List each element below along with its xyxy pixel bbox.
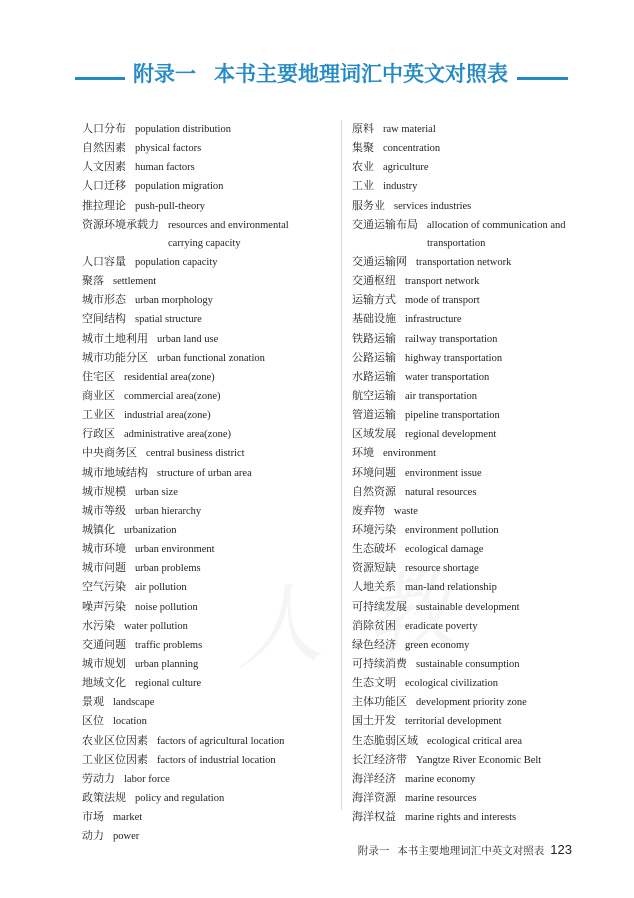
page-title [133,61,508,87]
glossary-entry [82,310,308,329]
english-term: urban land use [157,333,219,345]
english-term: ecological civilization [405,678,499,690]
glossary-entry [82,177,308,196]
glossary-entry [352,598,578,617]
glossary-entry [352,617,578,636]
english-term: allocation of communication and transportation [427,219,566,249]
glossary-entry [352,272,578,291]
english-term: environment pollution [405,524,499,536]
chinese-term: 住宅区 [82,370,115,383]
chinese-term: 城市形态 [82,294,126,307]
chinese-term: 可持续发展 [352,600,407,613]
chinese-term: 行政区 [82,428,115,441]
english-term: transport network [405,276,480,288]
chinese-term: 区域发展 [352,428,396,441]
english-term: traffic problems [135,639,203,651]
glossary-entry [352,483,578,502]
chinese-term: 人口迁移 [82,180,126,193]
glossary-entry [82,444,308,463]
chinese-term: 生态文明 [352,677,396,690]
glossary-entry [352,139,578,158]
english-term: man-land relationship [405,582,497,594]
english-term: urbanization [124,524,177,536]
chinese-term: 商业区 [82,389,115,402]
chinese-term: 聚落 [82,275,104,288]
english-term: air transportation [405,390,478,402]
chinese-term: 集聚 [352,142,374,155]
glossary-entry [82,674,308,693]
chinese-term: 交通问题 [82,638,126,651]
english-term: urban functional zonation [157,352,265,364]
chinese-term: 农业 [352,161,374,174]
glossary-entry [352,177,578,196]
glossary-entry [82,387,308,406]
chinese-term: 交通运输布局 [352,218,418,231]
glossary-entry [82,808,308,827]
chinese-term: 城市功能分区 [82,351,148,364]
chinese-term: 人文因素 [82,161,126,174]
chinese-term: 可持续消费 [352,657,407,670]
glossary-entry [352,732,578,751]
page-title-text: 本书主要地理词汇中英文对照表 [214,61,508,86]
english-term: population distribution [135,124,231,135]
english-term: population migration [135,181,224,193]
english-term: urban morphology [135,295,213,307]
chinese-term: 环境问题 [352,466,396,479]
glossary-entry [352,330,578,349]
glossary-entry [352,789,578,808]
glossary-entry [352,674,578,693]
chinese-term: 市场 [82,811,104,824]
glossary-entry [82,502,308,521]
glossary-entry [352,693,578,712]
chinese-term: 地域文化 [82,677,126,690]
english-term: marine resources [405,792,477,804]
english-term: administrative area(zone) [124,429,231,441]
chinese-term: 绿色经济 [352,638,396,651]
glossary-entry [82,197,308,216]
chinese-term: 消除贫困 [352,619,396,632]
glossary-entry [352,444,578,463]
glossary-entry [82,368,308,387]
english-term: spatial structure [135,314,202,326]
glossary-entry [82,655,308,674]
glossary-entry [352,368,578,387]
glossary-entry [82,559,308,578]
chinese-term: 城市环境 [82,543,126,556]
english-term: central business district [146,448,245,460]
english-term: development priority zone [416,697,527,709]
glossary-entry [82,732,308,751]
english-term: infrastructure [405,314,462,326]
chinese-term: 工业 [352,180,374,193]
english-term: environment issue [405,467,482,479]
english-term: residential area(zone) [124,371,215,383]
glossary-entry [352,502,578,521]
chinese-term: 人口分布 [82,123,126,135]
english-term: territorial development [405,716,502,728]
english-term: noise pollution [135,601,198,613]
chinese-term: 景观 [82,696,104,709]
footer-appendix-label: 附录一 [357,846,390,857]
english-term: physical factors [135,143,202,155]
english-term: mode of transport [405,295,480,307]
english-term: services industries [394,200,472,212]
english-term: sustainable development [416,601,520,613]
footer-title: 本书主要地理词汇中英文对照表 [397,846,545,857]
english-term: railway transportation [405,333,498,345]
english-term: highway transportation [405,352,503,364]
chinese-term: 水污染 [82,619,115,632]
chinese-term: 城市土地利用 [82,332,148,345]
glossary-entry [352,120,578,139]
glossary-entry [82,158,308,177]
glossary-entry [352,253,578,272]
english-term: urban hierarchy [135,505,202,517]
chinese-term: 政策法规 [82,791,126,804]
english-term: agriculture [383,162,429,174]
english-term: air pollution [135,582,187,594]
glossary-entry [82,770,308,789]
glossary-column-right [352,120,578,827]
chinese-term: 工业区位因素 [82,753,148,766]
column-divider [341,120,342,810]
english-term: concentration [383,143,441,155]
english-term: push-pull-theory [135,200,205,212]
english-term: location [113,716,147,728]
english-term: settlement [113,276,157,288]
chinese-term: 资源环境承载力 [82,218,159,231]
chinese-term: 环境 [352,447,374,460]
glossary-entry [352,540,578,559]
chinese-term: 海洋权益 [352,811,396,824]
chinese-term: 劳动力 [82,772,115,785]
english-term: factors of industrial location [157,754,276,766]
glossary-entry [82,253,308,272]
glossary-entry [82,521,308,540]
glossary-entry [82,751,308,770]
english-term: resource shortage [405,563,479,575]
english-term: waste [394,505,418,517]
glossary-entry [82,789,308,808]
english-term: Yangtze River Economic Belt [416,754,542,766]
glossary-entry [82,827,308,846]
glossary-entry [352,655,578,674]
english-term: human factors [135,162,195,174]
chinese-term: 城市规模 [82,485,126,498]
appendix-title-banner [75,61,568,87]
glossary-entry [82,712,308,731]
glossary-entry [82,540,308,559]
glossary-entry [352,216,578,253]
english-term: eradicate poverty [405,620,478,632]
chinese-term: 噪声污染 [82,600,126,613]
chinese-term: 中央商务区 [82,447,137,460]
title-rule-right [517,77,568,80]
english-term: marine economy [405,773,476,785]
english-term: factors of agricultural location [157,735,285,747]
chinese-term: 国土开发 [352,715,396,728]
chinese-term: 航空运输 [352,389,396,402]
chinese-term: 公路运输 [352,351,396,364]
english-term: urban environment [135,544,215,556]
chinese-term: 城市等级 [82,504,126,517]
glossary-entry [352,808,578,827]
glossary-column-left [82,120,308,846]
glossary-entry [82,272,308,291]
english-term: water transportation [405,371,490,383]
english-term: industry [383,181,418,193]
glossary-entry [352,406,578,425]
glossary-entry [82,598,308,617]
chinese-term: 空气污染 [82,581,126,594]
english-term: urban size [135,486,178,498]
english-term: marine rights and interests [405,812,517,824]
chinese-term: 运输方式 [352,294,396,307]
glossary-entry [82,464,308,483]
chinese-term: 海洋资源 [352,791,396,804]
english-term: environment [383,448,437,460]
english-term: ecological critical area [427,735,523,747]
english-term: power [113,831,140,843]
chinese-term: 自然因素 [82,142,126,155]
glossary-entry [352,387,578,406]
glossary-entry [82,578,308,597]
english-term: regional culture [135,678,202,690]
chinese-term: 区位 [82,715,104,728]
glossary-entry [352,197,578,216]
glossary-entry [352,291,578,310]
chinese-term: 农业区位因素 [82,734,148,747]
chinese-term: 环境污染 [352,523,396,536]
chinese-term: 废弃物 [352,504,385,517]
english-term: sustainable consumption [416,658,520,670]
glossary-entry [352,464,578,483]
chinese-term: 长江经济带 [352,753,407,766]
glossary-entry [352,425,578,444]
chinese-term: 水路运输 [352,370,396,383]
chinese-term: 主体功能区 [352,696,407,709]
english-term: regional development [405,429,497,441]
chinese-term: 交通运输网 [352,255,407,268]
glossary-entry [352,559,578,578]
english-term: commercial area(zone) [124,390,221,402]
english-term: natural resources [405,486,477,498]
chinese-term: 推拉理论 [82,199,126,212]
glossary-entry [352,349,578,368]
chinese-term: 动力 [82,830,104,843]
chinese-term: 自然资源 [352,485,396,498]
glossary-entry [82,425,308,444]
chinese-term: 城市规划 [82,657,126,670]
chinese-term: 城镇化 [82,523,115,536]
english-term: ecological damage [405,544,484,556]
english-term: structure of urban area [157,467,252,479]
chinese-term: 城市地域结构 [82,466,148,479]
chinese-term: 基础设施 [352,313,396,326]
glossary-entry [82,483,308,502]
english-term: urban planning [135,658,199,670]
chinese-term: 城市问题 [82,562,126,575]
chinese-term: 资源短缺 [352,562,396,575]
chinese-term: 人地关系 [352,581,396,594]
glossary-entry [352,751,578,770]
glossary-entry [82,636,308,655]
chinese-term: 服务业 [352,199,385,212]
english-term: resources and environmental carrying capacity [168,219,289,249]
chinese-term: 空间结构 [82,313,126,326]
chinese-term: 工业区 [82,409,115,422]
chinese-term: 铁路运输 [352,332,396,345]
glossary-entry [352,712,578,731]
glossary-entry [82,617,308,636]
glossary-entry [82,291,308,310]
glossary-entry [82,693,308,712]
chinese-term: 交通枢纽 [352,275,396,288]
chinese-term: 生态破坏 [352,543,396,556]
glossary-entry [82,120,308,139]
glossary-entry [352,158,578,177]
english-term: labor force [124,773,170,785]
english-term: population capacity [135,256,218,268]
glossary-entry [352,636,578,655]
glossary-entry [352,521,578,540]
chinese-term: 生态脆弱区域 [352,734,418,747]
glossary-entry [82,406,308,425]
glossary-entry [82,139,308,158]
glossary-entry [82,216,308,253]
glossary-entry [352,310,578,329]
glossary-entry [352,770,578,789]
chinese-term: 原料 [352,123,374,135]
title-rule-left [75,77,125,80]
english-term: pipeline transportation [405,410,500,422]
english-term: landscape [113,697,155,709]
chinese-term: 管道运输 [352,409,396,422]
appendix-label: 附录一 [133,61,196,86]
running-footer [358,842,572,858]
glossary-entry [82,349,308,368]
english-term: transportation network [416,256,512,268]
english-term: green economy [405,639,470,651]
english-term: policy and regulation [135,792,225,804]
page-number: 123 [550,842,572,857]
english-term: urban problems [135,563,201,575]
english-term: raw material [383,124,436,135]
english-term: industrial area(zone) [124,410,211,422]
english-term: market [113,812,143,824]
chinese-term: 人口容量 [82,255,126,268]
chinese-term: 海洋经济 [352,772,396,785]
glossary-entry [82,330,308,349]
english-term: water pollution [124,620,188,632]
glossary-entry [352,578,578,597]
